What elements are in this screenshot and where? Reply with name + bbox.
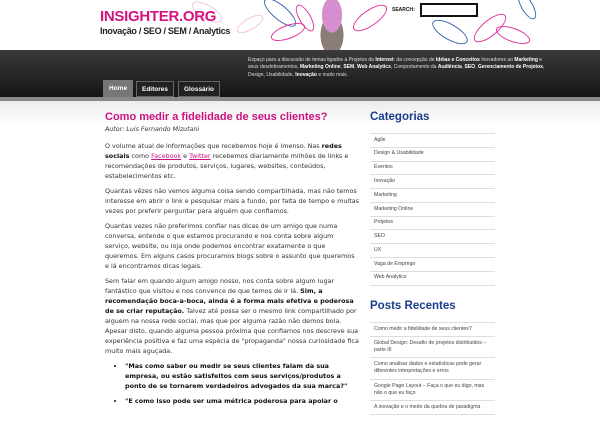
recent-post-item[interactable]: Global Design: Desafio de projetos distribuidos – parte III [370, 337, 495, 358]
category-item[interactable]: Design & Usabilidade [370, 148, 495, 162]
post-title[interactable]: Como medir a fidelidade de seus clientes? [105, 111, 328, 123]
category-item[interactable]: Agile [370, 134, 495, 148]
recent-post-item[interactable]: Google Page Layout – Faça o que eu digo, mas não o que eu faço [370, 380, 495, 401]
tab-editores[interactable]: Editores [136, 81, 174, 97]
recent-posts-list [370, 322, 495, 416]
paragraph: Quantas vêzes não vemos alguma coisa sendo compartilhada, mas não temos interesse em abrir o link e pesquisar mais a fundo, por falta de tempo e muitas vezes por preferir perguntar para alguém que confiamos. [105, 187, 359, 215]
site-header [0, 0, 600, 50]
paragraph: Quantas vezes não preferimos confiar nas dicas de um amigo que numa conversa, entende o que estamos procurando e nos conta sobre algum serviço, website, ou loja onde podemos encontrar exatamente o que queremos. Em alguns casos procuramos blogs sobre o assunto que queremos e lá encontramos dicas legais. [105, 222, 355, 270]
quote-item: • "E como isso pode ser uma métrica poderosa para apoiar o [125, 396, 360, 406]
site-tagline: Inovação / SEO / SEM / Analytics [100, 26, 231, 36]
category-item[interactable]: Eventos [370, 162, 495, 176]
search-label: SEARCH: [392, 7, 415, 13]
quote-item: • "Mas como saber ou medir se seus clientes falam da sua empresa, ou estão satisfeitos com seus serviços/produtos a ponto de se tornarem verdadeiros advogados da sua marca?" [125, 361, 360, 391]
post-author: Autor: Luis Fernando Mizutani [105, 126, 200, 133]
recent-posts-title: Posts Recentes [370, 299, 456, 312]
sidebar [370, 111, 495, 429]
category-item[interactable]: SEO [370, 230, 495, 244]
category-item[interactable]: Marketing Online [370, 203, 495, 217]
category-item[interactable]: Web Analytics [370, 272, 495, 286]
site-logo[interactable]: INSIGHTER.ORG [100, 8, 217, 25]
paragraph: Sem falar em quando algum amigo nosso, nos conta sobre algum lugar fantástico que visitou e nos convence de que temos de ir lá. Sim, a recomendação boca-a-boca, ainda é a forma mais efetiva e poderosa de se criar reputação. Talvez até possa ser o mesmo link compartilhado por alguem na nossa rede social, mas que por alguma razão não demos bola. Apesar disto, quando alguma pessoa próxima que confiamos nos descreve sua experiência positiva e faz uma espécia de "propaganda" nossa curiosidade fica muito mais aguçada. [105, 277, 359, 355]
categories-list [370, 133, 495, 286]
categories-title: Categorias [370, 111, 430, 123]
recent-post-item[interactable]: Como analisar dados e estatísticas pode gerar diferentes interpretações e erros [370, 358, 495, 379]
content-area [0, 101, 600, 411]
twitter-link[interactable]: Twitter [189, 152, 211, 160]
recent-post-item[interactable]: Como medir a fidelidade de seus clientes? [370, 323, 495, 337]
category-item[interactable]: UX [370, 244, 495, 258]
search-input[interactable] [420, 3, 478, 17]
recent-post-item[interactable]: A inovação e o medo da quebra de paradigma [370, 401, 495, 415]
category-item[interactable]: Projetos [370, 217, 495, 231]
tab-glossario[interactable]: Glossário [178, 81, 220, 97]
quote-list [115, 361, 360, 406]
site-description: Espaço para a discussão de temas ligados à Projetos da Internet: da concepção de Idéias e Conceitos Inovadores ao Marketing e seus desdobramentos, Marketing Online, SEM, Web Analytics, Comportamento da Audiência, SEO, Gerenciamento de Projetos, Design, Usabilidade, Inovação e muito mais. [248, 57, 545, 78]
facebook-link[interactable]: Facebook [151, 152, 182, 160]
einstein-image [312, 0, 352, 50]
category-item[interactable]: Vaga de Emprego [370, 258, 495, 272]
tab-home[interactable]: Home [103, 80, 133, 97]
paragraph: O volume atual de informações que recebemos hoje é imenso. Nas redes sociais como Facebook e Twitter recebemos diariamente milhões de links e recomendações de produtos, serviços, lugares, websites, conteúdos, estabelecimentos etc. [105, 142, 349, 180]
category-item[interactable]: Marketing [370, 189, 495, 203]
category-item[interactable]: Inovação [370, 175, 495, 189]
post [105, 111, 360, 411]
